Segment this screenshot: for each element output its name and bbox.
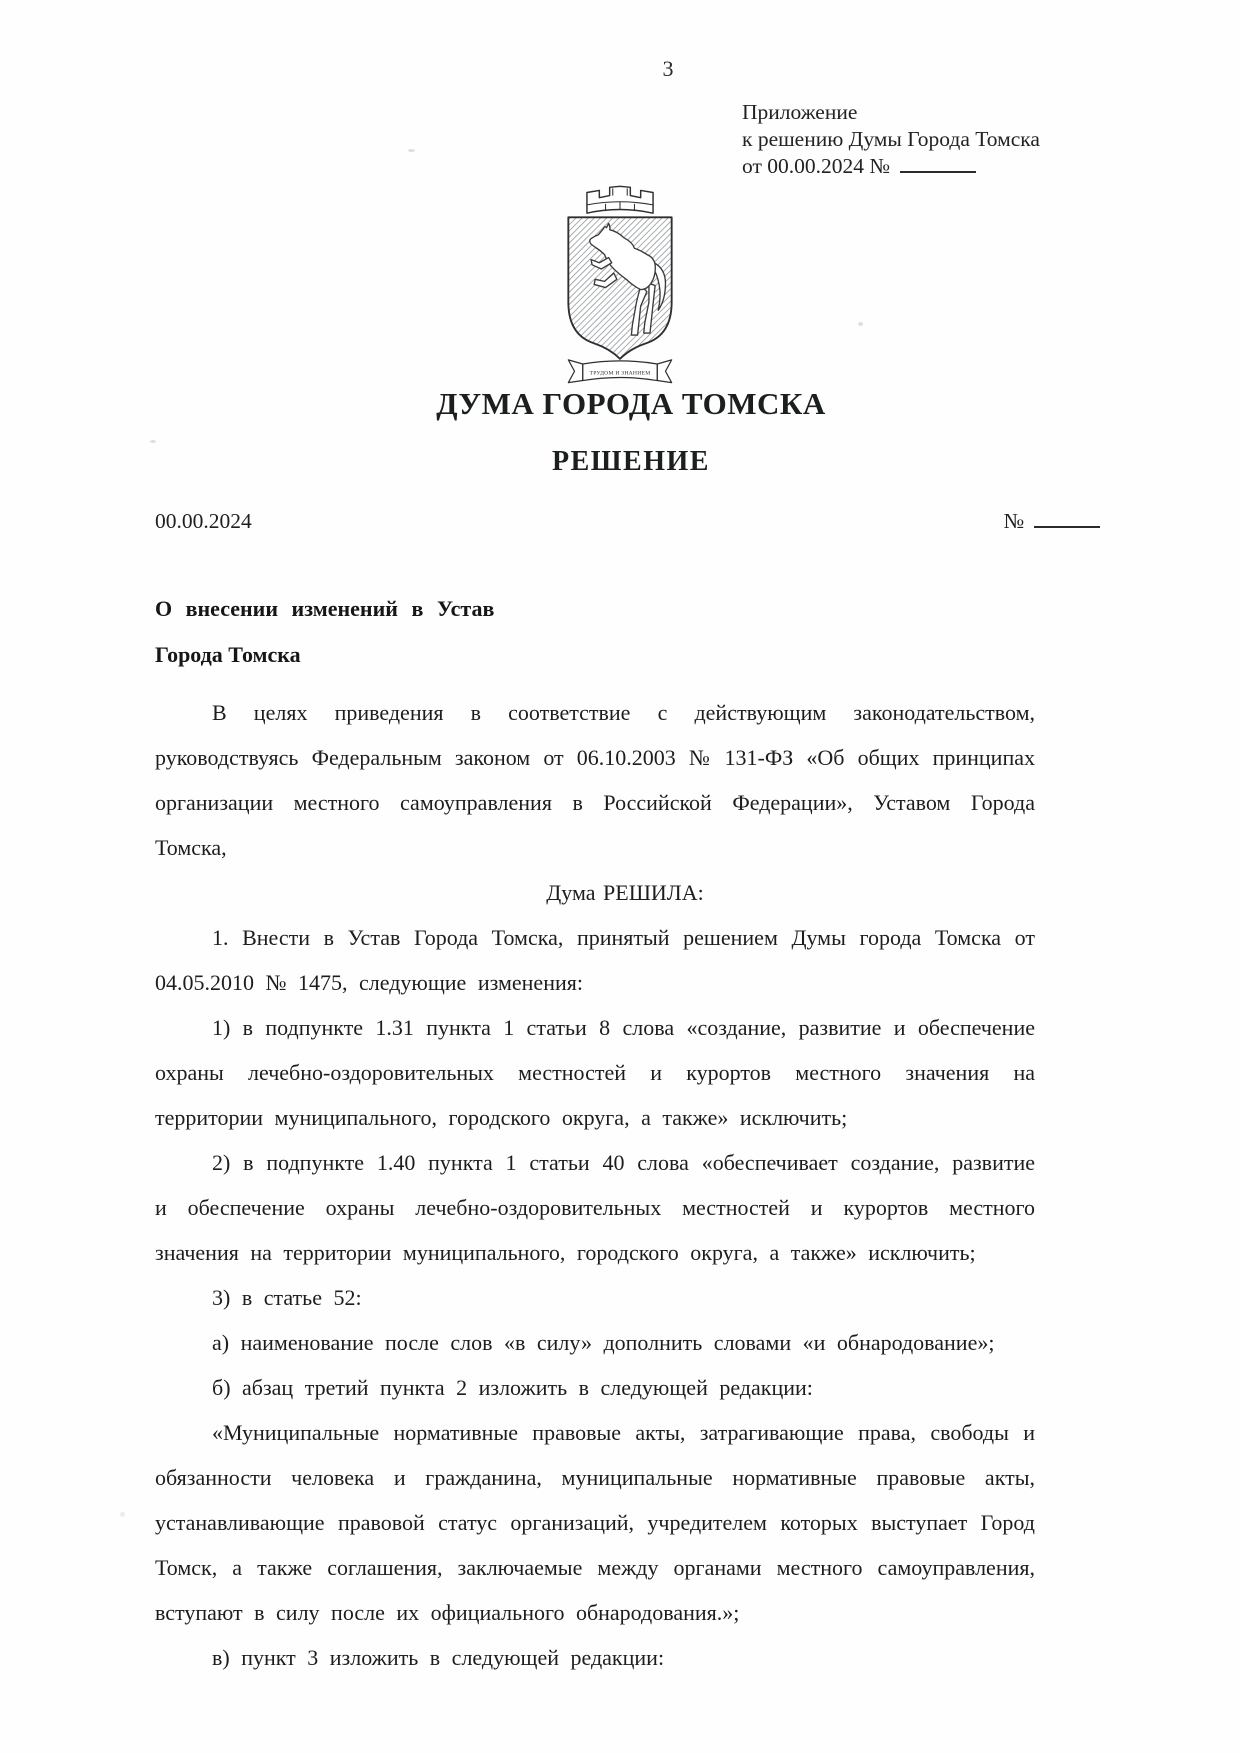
body-item-6: б) абзац третий пункта 2 изложить в следующей редакции: [212,1375,813,1400]
appendix-date-number: от 00.00.2024 № [742,154,890,178]
motto-ribbon-icon [568,360,671,383]
scan-speck [858,322,863,326]
resolved-heading: Дума РЕШИЛА: [546,880,704,905]
scan-speck [408,149,415,152]
paragraph-intro: В целях приведения в соответствие с действующим законодательством, руководствуясь Федеральным законом от 06.10.2003 № 131-ФЗ «Об общих принципах организации местного самоуправления в Российской Федерации», Уставом Города Томска, [155,700,1035,860]
mural-crown-icon [587,186,653,213]
body-item-7: «Муниципальные нормативные правовые акты, затрагивающие права, свободы и обязанности человека и гражданина, муниципальные нормативные правовые акты, устанавливающие правовой статус организаций, учредителем которых выступает Город Томск, а также соглашения, заключаемые между органами местного самоуправления, вступают в силу после их официального обнародования.»; [155,1420,1035,1625]
scan-speck [150,440,156,443]
blank-number-field [900,167,976,173]
body-item-2: 1) в подпункте 1.31 пункта 1 статьи 8 слова «создание, развитие и обеспечение охраны лечебно-оздоровительных местностей и курортов местного значения на территории муниципального, городского округа, а также» исключить; [155,1015,1035,1130]
number-sign: № [1003,509,1024,533]
appendix-block [742,99,1112,180]
tomsk-coat-of-arms [558,180,682,392]
body-item-8: в) пункт 3 изложить в следующей редакции: [212,1645,665,1670]
scan-speck [120,1512,125,1517]
motto-text: ТРУДОМ И ЗНАНИЕМ [589,370,651,377]
document-date: 00.00.2024 [155,509,252,533]
document-subject [155,586,535,678]
subject-line-2: Города Томска [155,642,301,667]
date-number-row [155,509,1100,534]
document-body [155,690,1035,1680]
blank-number-field [1034,522,1100,528]
body-item-5: а) наименование после слов «в силу» дополнить словами «и обнародование»; [212,1330,995,1355]
body-item-1: 1. Внести в Устав Города Томска, принятый решением Думы города Томска от 04.05.2010 № 1475, следующие изменения: [155,925,1035,995]
body-item-4: 3) в статье 52: [212,1285,362,1310]
document-type-heading: РЕШЕНИЕ [552,446,710,477]
appendix-line-1: Приложение [742,100,858,124]
appendix-line-2: к решению Думы Города Томска [742,127,1040,151]
organization-name: ДУМА ГОРОДА ТОМСКА [436,386,826,421]
appendix-line-3 [742,153,1112,180]
subject-line-1: О внесении изменений в Устав [155,596,495,621]
page-number: 3 [662,56,674,81]
document-number [1003,509,1100,534]
body-item-3: 2) в подпункте 1.40 пункта 1 статьи 40 слова «обеспечивает создание, развитие и обеспечение охраны лечебно-оздоровительных местностей и курортов местного значения на территории муниципального, городского округа, а также» исключить; [155,1150,1035,1265]
